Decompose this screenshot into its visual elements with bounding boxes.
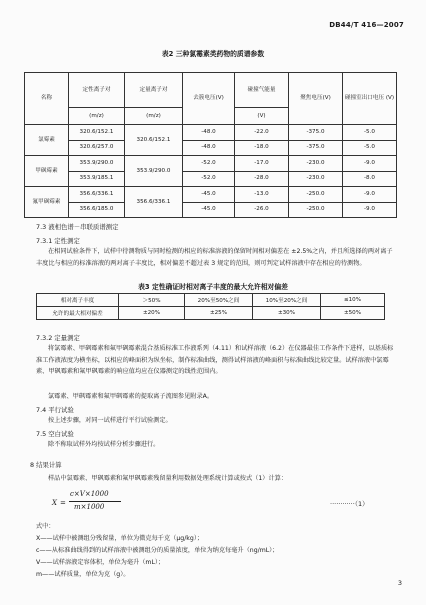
t3-cell: 10%至20%之间 xyxy=(253,294,321,307)
cell-cone: -48.0 xyxy=(183,125,235,141)
cell-focus: -230.0 xyxy=(289,156,343,172)
t3-cell: ≤10% xyxy=(321,294,385,307)
section-8-intro: 样品中氯霉素、甲砜霉素和氟甲砜霉素残留量利用数据处理系统计算或按式（1）计算： xyxy=(48,475,288,482)
th-focus: 聚焦电压(V) xyxy=(289,73,343,125)
cell-cone: -52.0 xyxy=(183,171,235,187)
section-7-3-2-note: 氯霉素、甲砜霉素和氟甲砜霉素的提取离子流图参见附录A。 xyxy=(48,393,214,400)
cell-ion: 320.6/152.1 xyxy=(69,125,125,141)
table-row xyxy=(25,125,397,141)
formula-x: X xyxy=(52,499,57,507)
formula-1 xyxy=(52,490,352,520)
cell-focus: -230.0 xyxy=(289,171,343,187)
cell-focus: -375.0 xyxy=(289,125,343,141)
section-7-3-title: 7.3 液相色谱－串联质谱测定 xyxy=(36,223,119,231)
cell-exit: -9.0 xyxy=(343,156,397,172)
th-precursor: 定性离子对 xyxy=(69,73,125,108)
cell-collision: -22.0 xyxy=(235,125,289,141)
definition-c: c——从标准曲线得到的试样溶液中被测组分的质量浓度，单位为纳克每毫升（ng/mL）； xyxy=(36,547,279,554)
table-row xyxy=(37,294,385,307)
cell-exit: -9.0 xyxy=(343,187,397,203)
t3-row-label: 相对离子丰度 xyxy=(37,294,119,307)
t3-row-label: 允许的最大相对偏差 xyxy=(37,307,119,320)
cell-ion: 353.9/185.1 xyxy=(69,171,125,187)
section-7-3-1-text: 在相同试验条件下，试样中待测物质与同时检测的相应的标准溶液的保留时间相对偏差在 ±2.5%之内，并且所选择的两对离子丰度比与相应的标准溶液的两对离子丰度比，相对偏差不超过表 3 规定的范围，则可判定试样溶液中存在相应的待测物。 xyxy=(36,248,393,267)
cell-exit: -9.0 xyxy=(343,202,397,218)
cell-ion: 353.9/290.0 xyxy=(69,156,125,172)
compound-name: 氯霉素 xyxy=(25,125,69,156)
table-row xyxy=(25,187,397,203)
section-8-title: 8 结果计算 xyxy=(30,461,62,469)
th-collision: 碰撞气能量 xyxy=(235,73,289,108)
th-cone: 去簇电压(V) xyxy=(183,73,235,125)
section-7-5-title: 7.5 空白试验 xyxy=(36,430,74,438)
th-quant: 定量离子对 xyxy=(125,73,183,108)
cell-quant: 320.6/152.1 xyxy=(125,125,183,156)
page-number: 3 xyxy=(397,579,402,587)
t3-cell: ±50% xyxy=(321,307,385,320)
table3-caption: 表3 定性确证时相对离子丰度的最大允许相对偏差 xyxy=(138,283,288,291)
table3 xyxy=(36,293,385,320)
cell-ion: 320.6/257.0 xyxy=(69,140,125,156)
table2 xyxy=(24,72,397,218)
formula-number: ············（1） xyxy=(330,500,369,508)
cell-ion: 356.6/336.1 xyxy=(69,187,125,203)
t3-cell: 20%至50%之间 xyxy=(185,294,253,307)
cell-exit: -5.0 xyxy=(343,125,397,141)
cell-cone: -45.0 xyxy=(183,202,235,218)
cell-cone: -45.0 xyxy=(183,187,235,203)
table-row xyxy=(25,202,397,218)
cell-quant: 353.9/290.0 xyxy=(125,156,183,187)
fraction-bar xyxy=(69,501,121,502)
cell-cone: -48.0 xyxy=(183,140,235,156)
cell-collision: -17.0 xyxy=(235,156,289,172)
standard-code: DB44/T 416—2007 xyxy=(329,21,404,29)
table-row xyxy=(25,156,397,172)
cell-collision: -28.0 xyxy=(235,171,289,187)
t3-cell: ±25% xyxy=(185,307,253,320)
cell-exit: -5.0 xyxy=(343,140,397,156)
t3-cell: ＞50% xyxy=(119,294,185,307)
cell-focus: -250.0 xyxy=(289,202,343,218)
compound-name: 氟甲砜霉素 xyxy=(25,187,69,218)
section-7-4-title: 7.4 平行试验 xyxy=(36,406,74,414)
t3-cell: ±20% xyxy=(119,307,185,320)
cell-focus: -250.0 xyxy=(289,187,343,203)
formula-eq: = xyxy=(60,499,66,507)
section-7-5-text: 除不称取试样外均按试样分析步骤进行。 xyxy=(48,441,160,448)
table-row xyxy=(25,171,397,187)
compound-name: 甲砜霉素 xyxy=(25,156,69,187)
cell-collision: -26.0 xyxy=(235,202,289,218)
table-row xyxy=(37,307,385,320)
table2-caption: 表2 三种氯霉素类药物的质谱参数 xyxy=(161,50,265,58)
definition-m: m——试样质量，单位为克（g）。 xyxy=(36,571,130,578)
cell-exit: -8.0 xyxy=(343,171,397,187)
t3-cell: ±30% xyxy=(253,307,321,320)
unit-precursor: (m/z) xyxy=(69,108,125,125)
cell-ion: 356.6/185.0 xyxy=(69,202,125,218)
definition-v: V——试样溶液定容体积，单位为毫升（mL）； xyxy=(36,559,165,566)
th-exit: 碰撞室出口电压 (V) xyxy=(343,73,397,125)
formula-denominator: m×1000 xyxy=(74,503,105,511)
cell-collision: -18.0 xyxy=(235,140,289,156)
table-row xyxy=(25,140,397,156)
cell-cone: -52.0 xyxy=(183,156,235,172)
unit-collision: (V) xyxy=(235,108,289,125)
definition-x: X——试样中被测组分残留量，单位为微克每千克（μg/kg）； xyxy=(36,535,204,542)
cell-focus: -375.0 xyxy=(289,140,343,156)
section-7-3-2-text: 将氯霉素、甲砜霉素和氟甲砜霉素混合基质标准工作液系列（4.11）和试样溶液（6.2）在仪器最佳工作条件下进样，以基质标准工作液浓度为横坐标，以相应的峰面积为纵坐标，制作标准曲线，测得试样溶液的峰面积与标准曲线比较定量。试样溶液中氯霉素、甲砜霉素和氟甲砜霉素的响应值均应在仪器测定的线性范围内。 xyxy=(36,345,394,375)
unit-quant: (m/z) xyxy=(125,108,183,125)
section-7-3-2-title: 7.3.2 定量测定 xyxy=(36,334,80,342)
th-name: 名称 xyxy=(25,73,69,125)
where-label: 式中： xyxy=(36,523,55,530)
section-7-4-text: 按上述步骤，对同一试样进行平行试验测定。 xyxy=(48,417,172,424)
section-7-3-1-title: 7.3.1 定性测定 xyxy=(36,237,80,245)
formula-numerator: c×V×1000 xyxy=(70,490,109,498)
cell-collision: -13.0 xyxy=(235,187,289,203)
cell-quant: 356.6/336.1 xyxy=(125,187,183,218)
